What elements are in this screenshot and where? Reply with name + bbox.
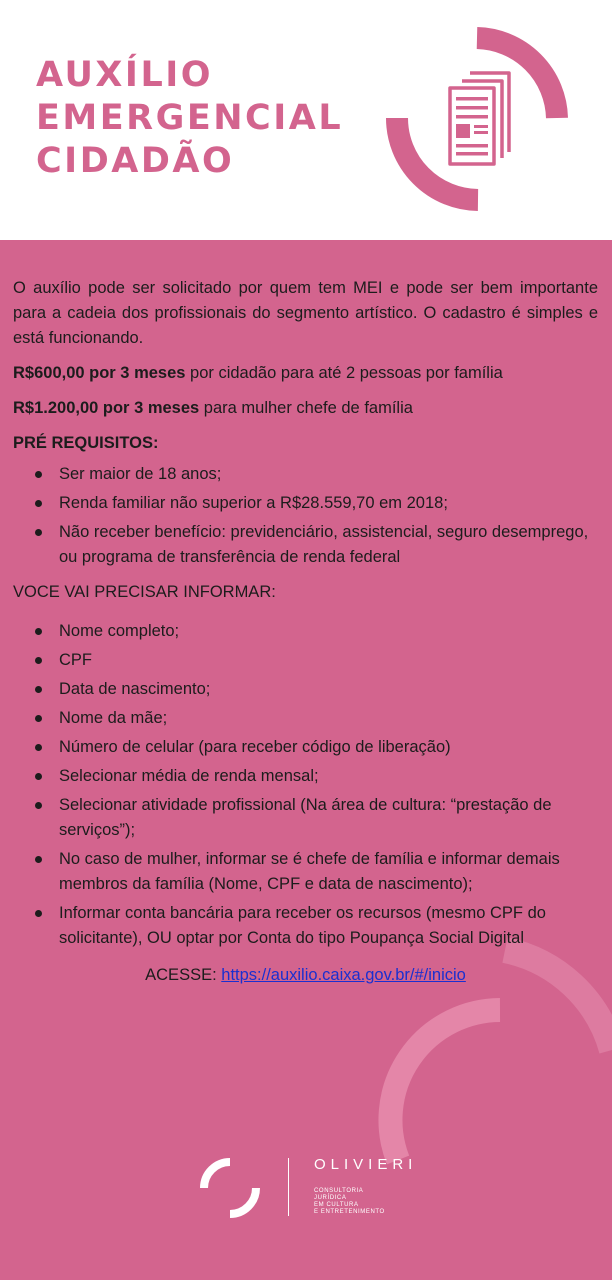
bullet-icon: [35, 628, 42, 635]
benefit-1-amount: R$600,00 por 3 meses: [13, 364, 186, 382]
logo-name: OLIVIERI: [314, 1156, 418, 1173]
benefit-line-2: [13, 396, 598, 421]
list-item: [13, 677, 598, 702]
logo-subtitle-line: JURÍDICA: [314, 1195, 347, 1201]
info-heading: VOCE VAI PRECISAR INFORMAR:: [13, 583, 276, 601]
bullet-icon: [35, 744, 42, 751]
list-item: [13, 520, 598, 570]
info-item-text: CPF: [59, 651, 92, 669]
benefit-2-amount: R$1.200,00 por 3 meses: [13, 399, 200, 417]
bullet-icon: [35, 715, 42, 722]
bullet-icon: [35, 802, 42, 809]
main-text: [13, 276, 598, 988]
bullet-icon: [35, 529, 42, 536]
prereq-item-text: Ser maior de 18 anos;: [59, 465, 222, 483]
list-item: [13, 735, 598, 760]
list-item: [13, 491, 598, 516]
info-item-text: No caso de mulher, informar se é chefe de família e informar demais membros da família (Nome, CPF e data de nascimento);: [59, 850, 560, 893]
content-area: [0, 240, 612, 1280]
list-item: [13, 706, 598, 731]
olivieri-logo: [198, 1152, 458, 1222]
caixa-auxilio-link[interactable]: https://auxilio.caixa.gov.br/#/inicio: [221, 966, 466, 984]
info-item-text: Nome completo;: [59, 622, 180, 640]
bullet-icon: [35, 471, 42, 478]
logo-subtitle-line: E ENTRETENIMENTO: [314, 1209, 385, 1215]
access-line: [13, 963, 598, 988]
info-list: [13, 619, 598, 951]
header-banner: [0, 0, 612, 240]
bullet-icon: [35, 856, 42, 863]
list-item: [13, 793, 598, 843]
info-item-text: Data de nascimento;: [59, 680, 211, 698]
access-label: ACESSE:: [145, 966, 222, 984]
logo-subtitle: [314, 1188, 385, 1216]
list-item: [13, 619, 598, 644]
info-item-text: Selecionar atividade profissional (Na área de cultura: “prestação de serviços”);: [59, 796, 552, 839]
benefit-1-description: por cidadão para até 2 pessoas por família: [185, 364, 503, 382]
logo-divider: [288, 1158, 289, 1216]
bullet-icon: [35, 773, 42, 780]
logo-subtitle-line: CONSULTORIA: [314, 1188, 364, 1194]
title-line-2: EMERGENCIAL: [36, 98, 344, 138]
bullet-icon: [35, 500, 42, 507]
title-line-1: AUXÍLIO: [36, 55, 214, 95]
prereq-item-text: Não receber benefício: previdenciário, assistencial, seguro desemprego, ou programa de transferência de renda federal: [59, 523, 589, 566]
benefit-2-description: para mulher chefe de família: [199, 399, 413, 417]
list-item: [13, 764, 598, 789]
document-icon: [0, 0, 612, 240]
info-item-text: Informar conta bancária para receber os recursos (mesmo CPF do solicitante), OU optar por Conta do tipo Poupança Social Digital: [59, 904, 546, 947]
logo-subtitle-line: EM CULTURA: [314, 1202, 359, 1208]
prereq-list: [13, 462, 598, 570]
list-item: [13, 462, 598, 487]
list-item: [13, 648, 598, 673]
list-item: [13, 901, 598, 951]
benefit-line-1: [13, 361, 598, 386]
bullet-icon: [35, 910, 42, 917]
info-item-text: Nome da mãe;: [59, 709, 168, 727]
bullet-icon: [35, 686, 42, 693]
arc-ring-top: [477, 38, 557, 118]
info-item-text: Selecionar média de renda mensal;: [59, 767, 319, 785]
prereq-heading: PRÉ REQUISITOS:: [13, 434, 159, 452]
bullet-icon: [35, 657, 42, 664]
intro-paragraph: O auxílio pode ser solicitado por quem tem MEI e pode ser bem importante para a cadeia dos profissionais do segmento artístico. O cadastro é simples e está funcionando.: [13, 279, 598, 347]
info-item-text: Número de celular (para receber código de liberação): [59, 738, 451, 756]
prereq-item-text: Renda familiar não superior a R$28.559,70 em 2018;: [59, 494, 448, 512]
list-item: [13, 847, 598, 897]
title-line-3: CIDADÃO: [36, 141, 235, 181]
olivieri-logo-mark-icon: [198, 1156, 262, 1220]
